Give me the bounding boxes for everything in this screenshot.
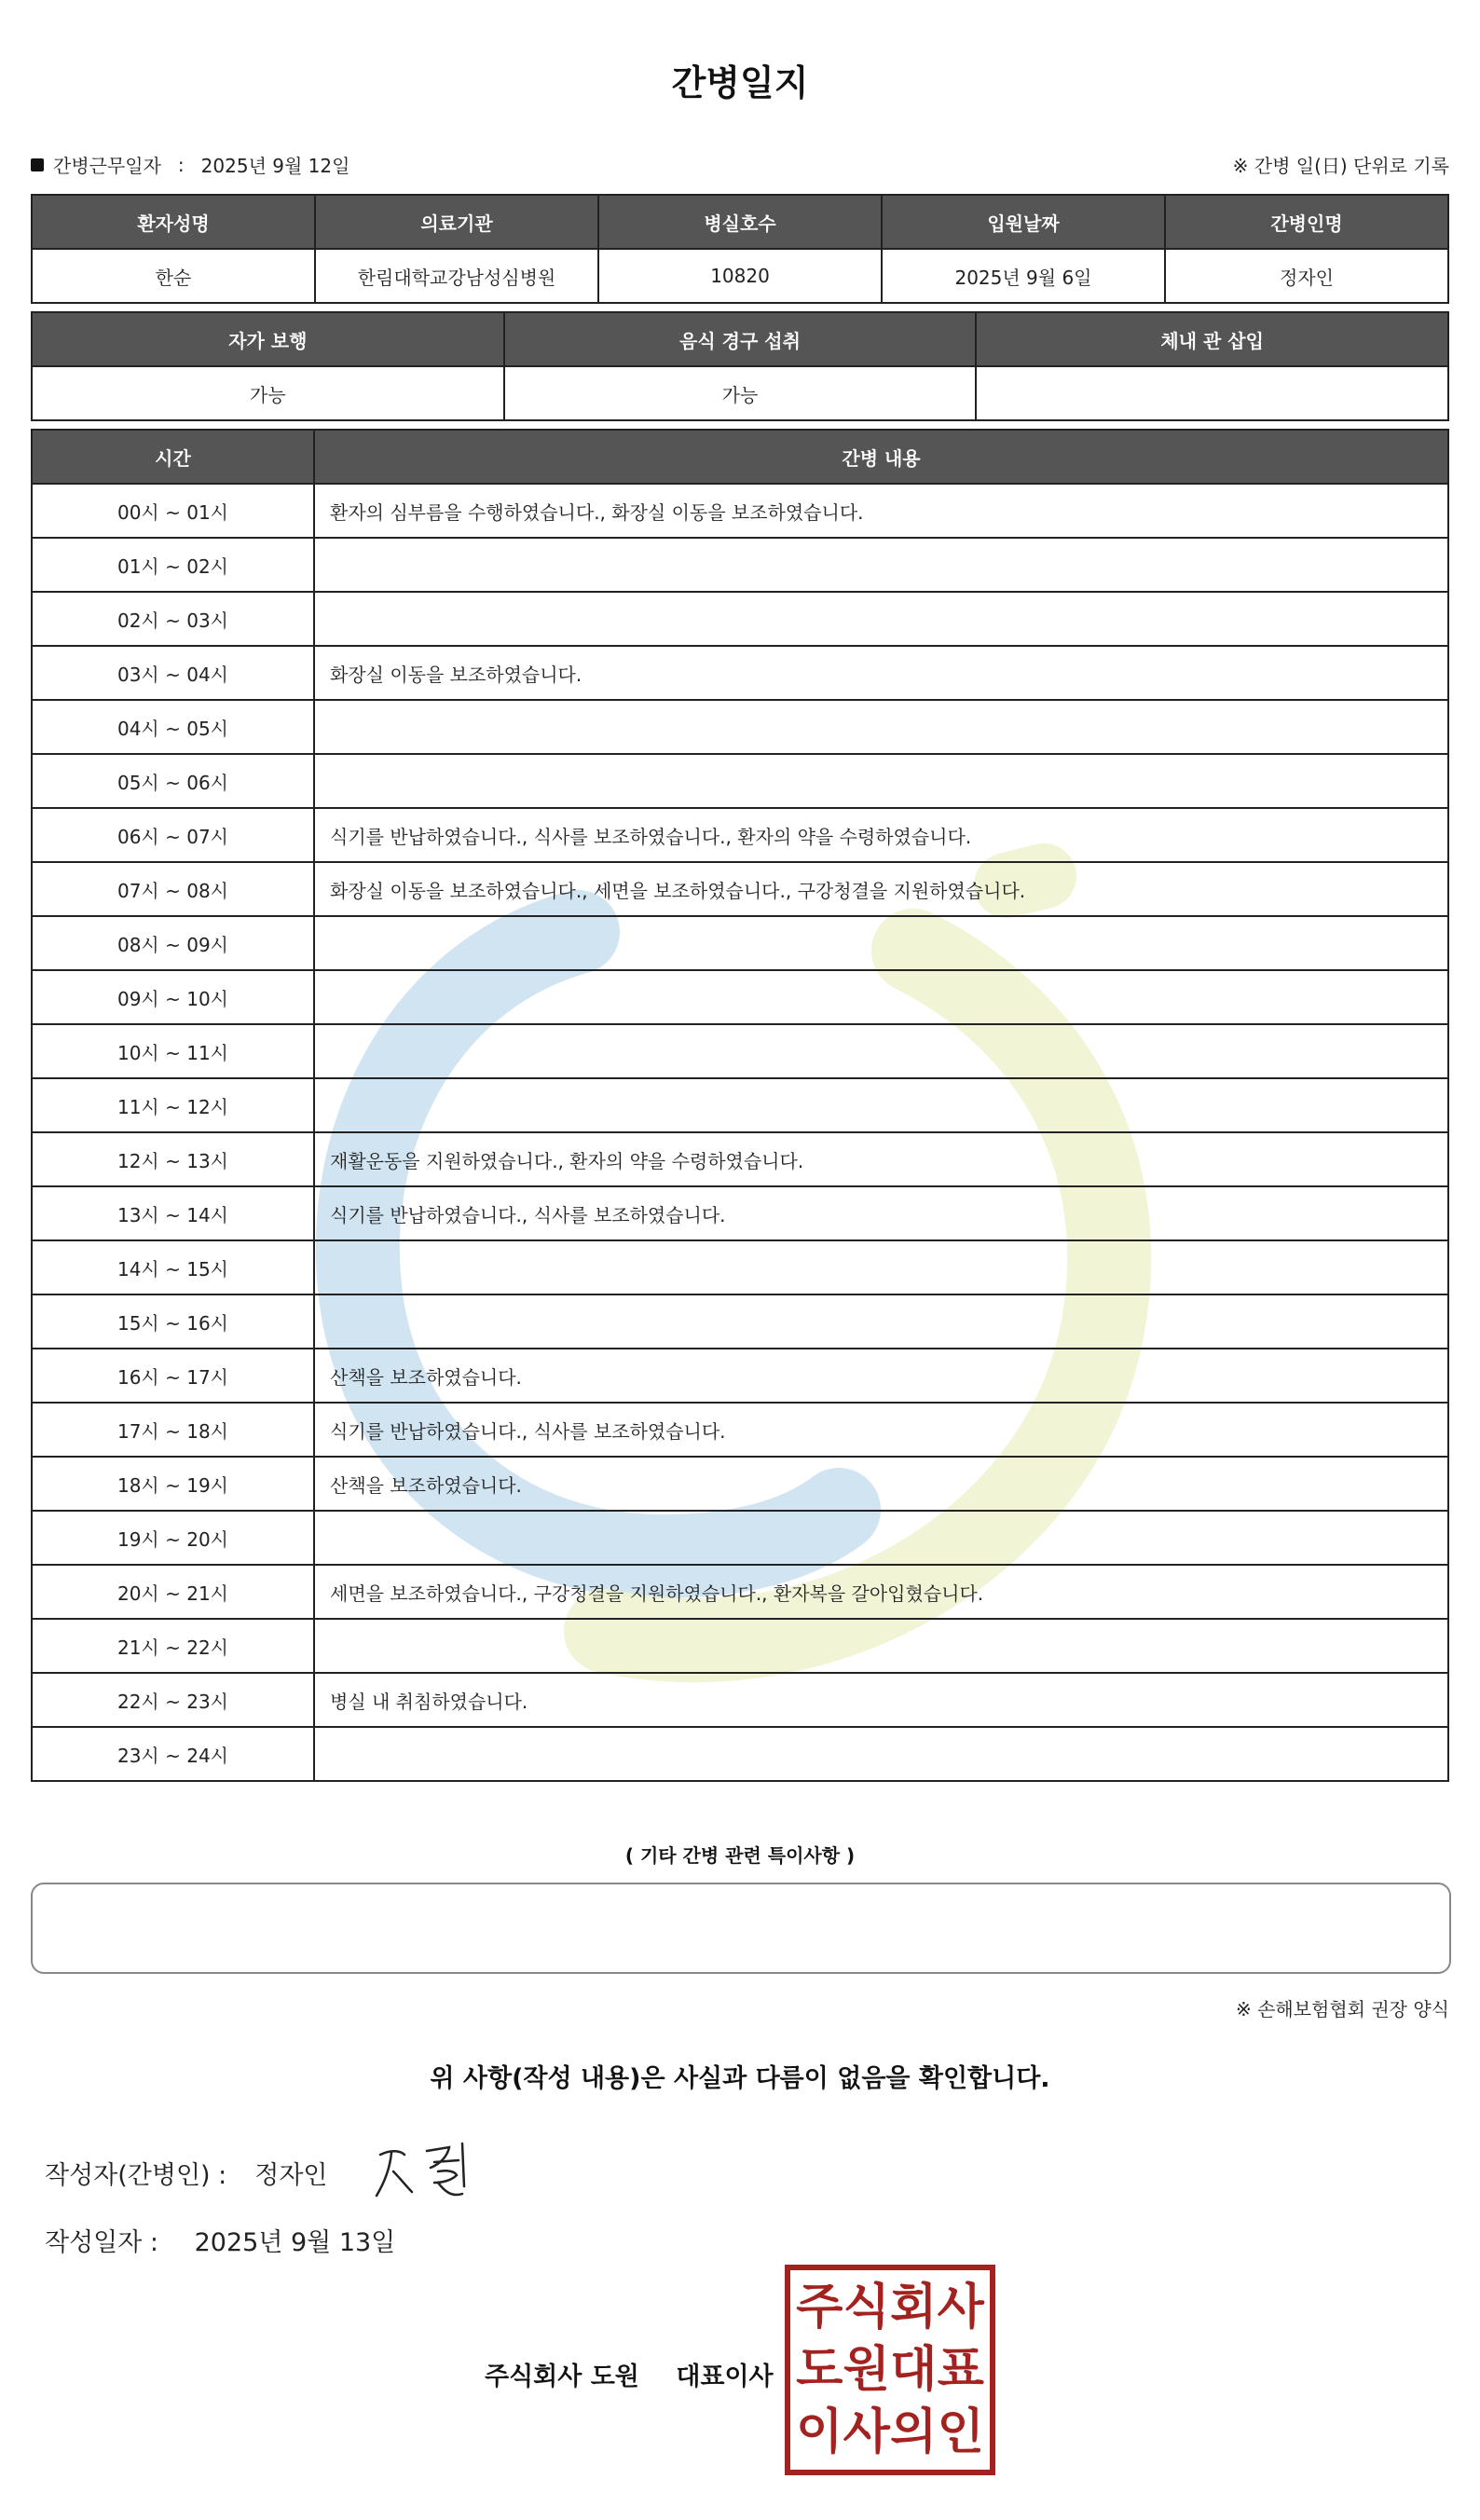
table-row	[32, 1565, 1448, 1619]
care-content-cell: 화장실 이동을 보조하였습니다.	[314, 646, 1448, 700]
table-row	[32, 916, 1448, 970]
time-cell: 09시 ~ 10시	[32, 970, 314, 1024]
care-rows	[32, 484, 1448, 1781]
hospital-header: 의료기관	[315, 195, 598, 249]
care-content-cell	[314, 754, 1448, 808]
care-content-cell	[314, 538, 1448, 592]
confirm-statement: 위 사항(작성 내용)은 사실과 다름이 없음을 확인합니다.	[430, 2064, 1050, 2093]
care-content-cell: 재활운동을 지원하였습니다., 환자의 약을 수령하였습니다.	[314, 1132, 1448, 1186]
care-content-cell	[314, 1619, 1448, 1673]
care-content-cell: 세면을 보조하였습니다., 구강청결을 지원하였습니다., 환자복을 갈아입혔습니다.	[314, 1565, 1448, 1619]
writer-name: 정자인	[254, 2161, 328, 2190]
page-title: 간병일지	[671, 62, 809, 103]
care-content-cell	[314, 1294, 1448, 1349]
time-cell: 10시 ~ 11시	[32, 1024, 314, 1078]
table-row	[32, 1403, 1448, 1457]
care-content-cell	[314, 970, 1448, 1024]
table-row	[32, 1186, 1448, 1240]
walking-value: 가능	[32, 366, 504, 420]
care-content-cell: 식기를 반납하였습니다., 식사를 보조하였습니다.	[314, 1186, 1448, 1240]
patient-value-row	[32, 249, 1448, 303]
written-date-value: 2025년 9월 13일	[194, 2228, 396, 2257]
table-row	[32, 1240, 1448, 1294]
table-row	[32, 1294, 1448, 1349]
seal-character: 주	[796, 2279, 843, 2335]
care-content-cell	[314, 1511, 1448, 1565]
writer-label: 작성자(간병인) :	[45, 2161, 227, 2190]
work-date-colon: :	[177, 153, 185, 176]
time-cell: 12시 ~ 13시	[32, 1132, 314, 1186]
table-row	[32, 1673, 1448, 1727]
time-cell: 04시 ~ 05시	[32, 700, 314, 754]
seal-character: 표	[937, 2341, 984, 2398]
company-signoff	[485, 2356, 774, 2392]
table-row	[32, 592, 1448, 646]
table-row	[32, 1078, 1448, 1132]
table-row	[32, 1457, 1448, 1511]
time-cell: 08시 ~ 09시	[32, 916, 314, 970]
care-content-cell: 식기를 반납하였습니다., 식사를 보조하였습니다., 환자의 약을 수령하였습니다.	[314, 808, 1448, 862]
table-row	[32, 1619, 1448, 1673]
patient-info-table	[31, 194, 1449, 304]
caregiver-value: 정자인	[1165, 249, 1448, 303]
table-row	[32, 970, 1448, 1024]
ceo-label: 대표이사	[676, 2362, 774, 2391]
admission-date-header: 입원날짜	[882, 195, 1165, 249]
oral-intake-value: 가능	[504, 366, 977, 420]
time-cell: 19시 ~ 20시	[32, 1511, 314, 1565]
table-row	[32, 1727, 1448, 1781]
time-cell: 21시 ~ 22시	[32, 1619, 314, 1673]
table-row	[32, 700, 1448, 754]
time-cell: 15시 ~ 16시	[32, 1294, 314, 1349]
care-schedule-table	[31, 429, 1449, 1782]
written-date-row	[45, 2222, 395, 2258]
status-value-row	[32, 366, 1448, 420]
care-content-cell: 화장실 이동을 보조하였습니다., 세면을 보조하였습니다., 구강청결을 지원하였습니다.	[314, 862, 1448, 916]
time-cell: 16시 ~ 17시	[32, 1349, 314, 1403]
table-row	[32, 1132, 1448, 1186]
remarks-title: ( 기타 간병 관련 특이사항 )	[624, 1844, 856, 1867]
table-row	[32, 754, 1448, 808]
seal-character: 대	[890, 2341, 938, 2398]
seal-character: 사	[937, 2279, 984, 2335]
patient-name-value: 한순	[32, 249, 315, 303]
care-content-cell: 산책을 보조하였습니다.	[314, 1349, 1448, 1403]
time-header: 시간	[32, 430, 314, 484]
time-cell: 01시 ~ 02시	[32, 538, 314, 592]
time-cell: 23시 ~ 24시	[32, 1727, 314, 1781]
caregiver-header: 간병인명	[1165, 195, 1448, 249]
patient-status-table	[31, 311, 1449, 421]
table-row	[32, 862, 1448, 916]
tube-insertion-value	[976, 366, 1448, 420]
work-date-value: 2025년 9월 12일	[200, 155, 350, 177]
seal-character: 회	[890, 2279, 938, 2335]
seal-character: 원	[843, 2341, 890, 2398]
black-square-icon	[31, 158, 44, 171]
care-content-cell: 환자의 심부름을 수행하였습니다., 화장실 이동을 보조하였습니다.	[314, 484, 1448, 538]
handwritten-signature	[373, 2134, 494, 2209]
room-header: 병실호수	[598, 195, 882, 249]
time-cell: 02시 ~ 03시	[32, 592, 314, 646]
seal-characters	[796, 2276, 984, 2464]
table-row	[32, 1349, 1448, 1403]
table-row	[32, 538, 1448, 592]
time-cell: 20시 ~ 21시	[32, 1565, 314, 1619]
time-cell: 17시 ~ 18시	[32, 1403, 314, 1457]
seal-character: 사	[843, 2404, 890, 2461]
time-cell: 05시 ~ 06시	[32, 754, 314, 808]
care-content-cell	[314, 916, 1448, 970]
time-cell: 03시 ~ 04시	[32, 646, 314, 700]
work-date-label: 간병근무일자	[53, 155, 161, 177]
seal-character: 도	[796, 2341, 843, 2398]
writer-row	[45, 2155, 328, 2191]
recommend-note: ※ 손해보험협회 권장 양식	[1235, 1998, 1449, 2020]
seal-character: 인	[937, 2404, 984, 2461]
time-cell: 07시 ~ 08시	[32, 862, 314, 916]
care-content-header: 간병 내용	[314, 430, 1448, 484]
care-content-cell	[314, 1727, 1448, 1781]
care-header-row	[32, 430, 1448, 484]
hospital-value: 한림대학교강남성심병원	[315, 249, 598, 303]
remarks-box	[31, 1883, 1451, 1974]
written-date-label: 작성일자 :	[45, 2228, 159, 2257]
table-row	[32, 808, 1448, 862]
care-content-cell: 산책을 보조하였습니다.	[314, 1457, 1448, 1511]
company-name: 주식회사 도원	[485, 2362, 639, 2391]
work-date	[31, 151, 349, 178]
care-content-cell	[314, 1024, 1448, 1078]
time-cell: 14시 ~ 15시	[32, 1240, 314, 1294]
table-row	[32, 1024, 1448, 1078]
record-note: ※ 간병 일(日) 단위로 기록	[1232, 155, 1449, 177]
care-content-cell: 병실 내 취침하였습니다.	[314, 1673, 1448, 1727]
seal-character: 식	[843, 2279, 890, 2335]
patient-header-row	[32, 195, 1448, 249]
time-cell: 18시 ~ 19시	[32, 1457, 314, 1511]
care-content-cell	[314, 592, 1448, 646]
tube-insertion-header: 체내 관 삽입	[976, 312, 1448, 366]
seal-character: 의	[890, 2404, 938, 2461]
time-cell: 06시 ~ 07시	[32, 808, 314, 862]
care-content-cell	[314, 1240, 1448, 1294]
care-content-cell	[314, 700, 1448, 754]
status-header-row	[32, 312, 1448, 366]
care-content-cell	[314, 1078, 1448, 1132]
walking-header: 자가 보행	[32, 312, 504, 366]
room-value: 10820	[598, 249, 882, 303]
time-cell: 22시 ~ 23시	[32, 1673, 314, 1727]
table-row	[32, 484, 1448, 538]
admission-date-value: 2025년 9월 6일	[882, 249, 1165, 303]
time-cell: 13시 ~ 14시	[32, 1186, 314, 1240]
table-row	[32, 646, 1448, 700]
time-cell: 11시 ~ 12시	[32, 1078, 314, 1132]
care-content-cell: 식기를 반납하였습니다., 식사를 보조하였습니다.	[314, 1403, 1448, 1457]
seal-character: 이	[796, 2404, 843, 2461]
time-cell: 00시 ~ 01시	[32, 484, 314, 538]
company-seal	[785, 2265, 995, 2475]
table-row	[32, 1511, 1448, 1565]
oral-intake-header: 음식 경구 섭취	[504, 312, 977, 366]
patient-name-header: 환자성명	[32, 195, 315, 249]
